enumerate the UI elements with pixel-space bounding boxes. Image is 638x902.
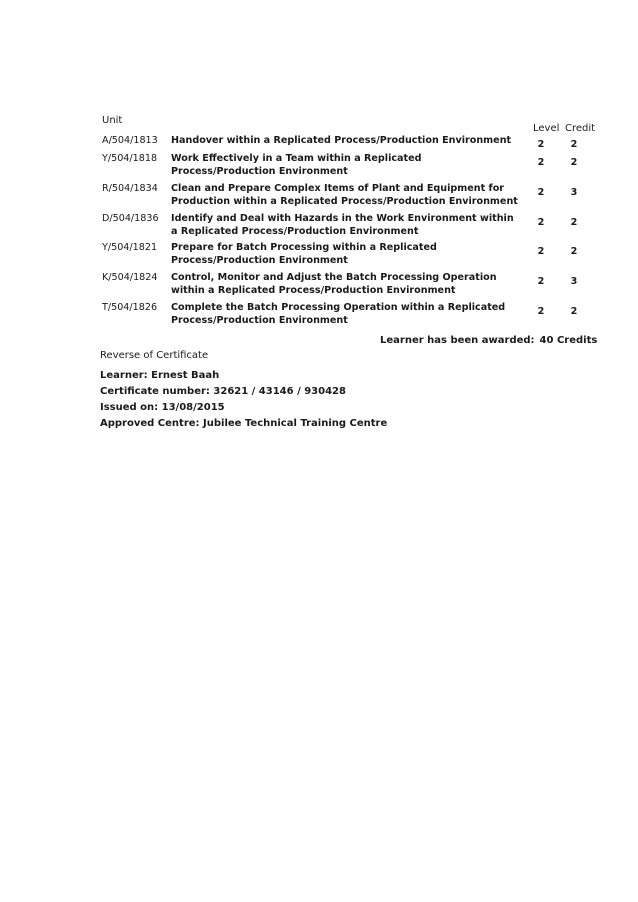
approved-centre-line	[100, 418, 387, 429]
unit-level: 2	[537, 157, 545, 168]
unit-level: 2	[537, 276, 545, 287]
awarded-label: Learner has been awarded:	[380, 335, 535, 346]
unit-credit: 2	[570, 157, 578, 168]
issued-label: Issued on:	[100, 402, 159, 413]
unit-title: Control, Monitor and Adjust the Batch Processing Operation within a Replicated Process/Production Environment	[171, 272, 497, 296]
unit-level: 2	[537, 306, 545, 317]
unit-code: Y/504/1821	[102, 242, 158, 253]
unit-code: K/504/1824	[102, 272, 158, 283]
unit-title: Prepare for Batch Processing within a Replicated Process/Production Environment	[171, 242, 437, 266]
unit-title: Complete the Batch Processing Operation within a Replicated Process/Production Environment	[171, 302, 506, 326]
unit-title: Clean and Prepare Complex Items of Plant and Equipment for Production within a Replicated Process/Production Environment	[171, 183, 518, 207]
learner-name: Ernest Baah	[151, 370, 220, 381]
unit-credit: 2	[570, 246, 578, 257]
unit-level: 2	[537, 246, 545, 257]
unit-title: Work Effectively in a Team within a Replicated Process/Production Environment	[171, 153, 422, 177]
unit-credit: 2	[570, 139, 578, 150]
issued-date: 13/08/2015	[161, 402, 225, 413]
unit-credit: 2	[570, 306, 578, 317]
reverse-heading: Reverse of Certificate	[100, 350, 209, 361]
learner-line	[100, 370, 219, 381]
certificate-number-line	[100, 386, 346, 397]
unit-title: Handover within a Replicated Process/Production Environment	[171, 135, 512, 146]
unit-title: Identify and Deal with Hazards in the Work Environment within a Replicated Process/Production Environment	[171, 213, 514, 237]
unit-code: Y/504/1818	[102, 153, 158, 164]
unit-level: 2	[537, 139, 545, 150]
unit-code: A/504/1813	[102, 135, 158, 146]
issued-line	[100, 402, 225, 413]
awarded-value: 40 Credits	[539, 335, 598, 346]
certificate-number-label: Certificate number:	[100, 386, 210, 397]
approved-centre-label: Approved Centre:	[100, 418, 200, 429]
approved-centre-name: Jubilee Technical Training Centre	[203, 418, 388, 429]
unit-code: R/504/1834	[102, 183, 158, 194]
unit-level: 2	[537, 217, 545, 228]
unit-credit: 2	[570, 217, 578, 228]
level-column-header: Level	[533, 123, 560, 134]
unit-code: T/504/1826	[102, 302, 158, 313]
unit-code: D/504/1836	[102, 213, 159, 224]
learner-label: Learner:	[100, 370, 148, 381]
unit-column-header: Unit	[102, 115, 123, 126]
credits-awarded	[380, 335, 598, 346]
unit-credit: 3	[570, 187, 578, 198]
credit-column-header: Credit	[565, 123, 596, 134]
certificate-number: 32621 / 43146 / 930428	[213, 386, 346, 397]
unit-level: 2	[537, 187, 545, 198]
unit-credit: 3	[570, 276, 578, 287]
